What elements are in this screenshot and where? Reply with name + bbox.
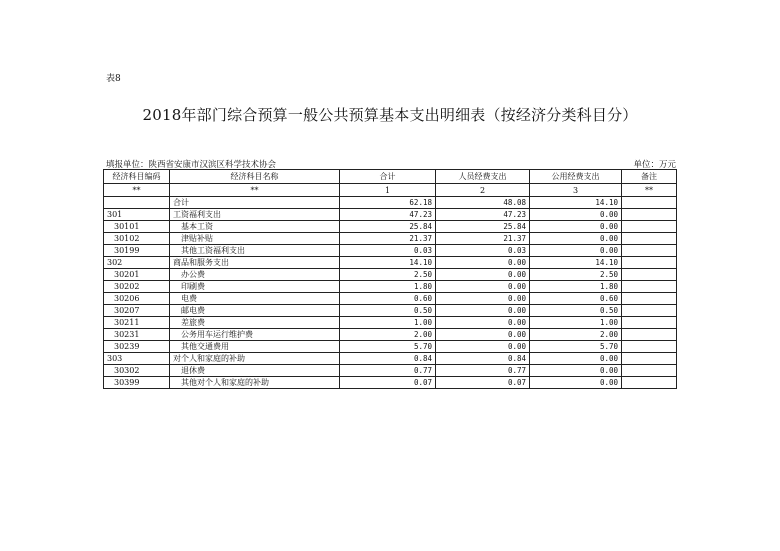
personnel-cell: 0.00	[436, 341, 530, 353]
note-cell	[622, 209, 677, 221]
table-row	[104, 329, 677, 341]
total-cell: 0.03	[340, 245, 436, 257]
personnel-cell: 0.00	[436, 281, 530, 293]
personnel-cell: 0.84	[436, 353, 530, 365]
code-cell: 30211	[104, 317, 170, 329]
table-index-row	[104, 184, 677, 197]
public-cell: 0.00	[530, 377, 622, 389]
public-cell: 0.00	[530, 221, 622, 233]
note-cell	[622, 245, 677, 257]
total-cell: 2.00	[340, 329, 436, 341]
name-cell: 工资福利支出	[170, 209, 340, 221]
table-row	[104, 233, 677, 245]
name-cell: 办公费	[170, 269, 340, 281]
budget-table	[103, 169, 677, 389]
name-cell: 合计	[170, 197, 340, 209]
code-cell: 30207	[104, 305, 170, 317]
public-cell: 14.10	[530, 197, 622, 209]
note-cell	[622, 365, 677, 377]
public-cell: 1.00	[530, 317, 622, 329]
code-cell	[104, 197, 170, 209]
code-cell: 30399	[104, 377, 170, 389]
table-header-row	[104, 170, 677, 184]
total-cell: 0.50	[340, 305, 436, 317]
note-cell	[622, 305, 677, 317]
name-cell: 公务用车运行维护费	[170, 329, 340, 341]
code-cell: 30199	[104, 245, 170, 257]
personnel-cell: 48.08	[436, 197, 530, 209]
total-cell: 14.10	[340, 257, 436, 269]
name-cell: 邮电费	[170, 305, 340, 317]
note-cell	[622, 221, 677, 233]
total-cell: 47.23	[340, 209, 436, 221]
note-cell	[622, 377, 677, 389]
note-cell	[622, 197, 677, 209]
name-cell: 对个人和家庭的补助	[170, 353, 340, 365]
personnel-cell: 0.03	[436, 245, 530, 257]
note-cell	[622, 281, 677, 293]
personnel-cell: 25.84	[436, 221, 530, 233]
total-cell: 1.80	[340, 281, 436, 293]
code-cell: 30206	[104, 293, 170, 305]
total-cell: 5.70	[340, 341, 436, 353]
code-cell: 303	[104, 353, 170, 365]
header-public: 公用经费支出	[530, 170, 622, 184]
code-cell: 301	[104, 209, 170, 221]
public-cell: 0.00	[530, 209, 622, 221]
name-cell: 差旅费	[170, 317, 340, 329]
code-cell: 30302	[104, 365, 170, 377]
public-cell: 5.70	[530, 341, 622, 353]
table-row	[104, 341, 677, 353]
name-cell: 退休费	[170, 365, 340, 377]
total-cell: 0.84	[340, 353, 436, 365]
public-cell: 14.10	[530, 257, 622, 269]
code-cell: 302	[104, 257, 170, 269]
name-cell: 商品和服务支出	[170, 257, 340, 269]
name-cell: 其他交通费用	[170, 341, 340, 353]
personnel-cell: 0.00	[436, 257, 530, 269]
total-cell: 21.37	[340, 233, 436, 245]
name-cell: 电费	[170, 293, 340, 305]
personnel-cell: 0.00	[436, 317, 530, 329]
table-row	[104, 257, 677, 269]
personnel-cell: 0.07	[436, 377, 530, 389]
header-code: 经济科目编码	[104, 170, 170, 184]
table-body	[104, 197, 677, 389]
table-row	[104, 365, 677, 377]
table-row	[104, 245, 677, 257]
public-cell: 0.50	[530, 305, 622, 317]
table-row	[104, 269, 677, 281]
public-cell: 1.80	[530, 281, 622, 293]
public-cell: 2.00	[530, 329, 622, 341]
personnel-cell: 0.00	[436, 293, 530, 305]
total-cell: 2.50	[340, 269, 436, 281]
note-cell	[622, 293, 677, 305]
total-cell: 25.84	[340, 221, 436, 233]
name-cell: 其他对个人和家庭的补助	[170, 377, 340, 389]
table-row	[104, 209, 677, 221]
header-note: 备注	[622, 170, 677, 184]
header-name: 经济科目名称	[170, 170, 340, 184]
table-row	[104, 317, 677, 329]
public-cell: 0.60	[530, 293, 622, 305]
total-cell: 62.18	[340, 197, 436, 209]
name-cell: 津贴补贴	[170, 233, 340, 245]
total-cell: 0.77	[340, 365, 436, 377]
table-row	[104, 305, 677, 317]
public-cell: 2.50	[530, 269, 622, 281]
table-row	[104, 197, 677, 209]
note-cell	[622, 269, 677, 281]
index-cell: 1	[340, 184, 436, 197]
public-cell: 0.00	[530, 233, 622, 245]
page-title: 2018年部门综合预算一般公共预算基本支出明细表（按经济分类科目分）	[142, 106, 638, 124]
name-cell: 其他工资福利支出	[170, 245, 340, 257]
table-row	[104, 353, 677, 365]
code-cell: 30239	[104, 341, 170, 353]
table-row	[104, 221, 677, 233]
personnel-cell: 21.37	[436, 233, 530, 245]
name-cell: 基本工资	[170, 221, 340, 233]
table-row	[104, 281, 677, 293]
note-cell	[622, 317, 677, 329]
note-cell	[622, 353, 677, 365]
public-cell: 0.00	[530, 353, 622, 365]
personnel-cell: 0.00	[436, 329, 530, 341]
code-cell: 30202	[104, 281, 170, 293]
index-cell: **	[104, 184, 170, 197]
table-row	[104, 377, 677, 389]
table-tag: 表8	[106, 74, 121, 84]
index-cell: **	[622, 184, 677, 197]
name-cell: 印刷费	[170, 281, 340, 293]
code-cell: 30231	[104, 329, 170, 341]
public-cell: 0.00	[530, 365, 622, 377]
reporting-unit: 填报单位：陕西省安康市汉滨区科学技术协会	[106, 160, 277, 170]
index-cell: **	[170, 184, 340, 197]
personnel-cell: 47.23	[436, 209, 530, 221]
code-cell: 30201	[104, 269, 170, 281]
note-cell	[622, 341, 677, 353]
index-cell: 2	[436, 184, 530, 197]
code-cell: 30101	[104, 221, 170, 233]
personnel-cell: 0.00	[436, 269, 530, 281]
header-personnel: 人员经费支出	[436, 170, 530, 184]
header-total: 合计	[340, 170, 436, 184]
note-cell	[622, 233, 677, 245]
personnel-cell: 0.00	[436, 305, 530, 317]
total-cell: 1.00	[340, 317, 436, 329]
currency-unit: 单位：万元	[633, 160, 676, 170]
index-cell: 3	[530, 184, 622, 197]
public-cell: 0.00	[530, 245, 622, 257]
table-row	[104, 293, 677, 305]
personnel-cell: 0.77	[436, 365, 530, 377]
code-cell: 30102	[104, 233, 170, 245]
note-cell	[622, 329, 677, 341]
note-cell	[622, 257, 677, 269]
total-cell: 0.07	[340, 377, 436, 389]
total-cell: 0.60	[340, 293, 436, 305]
